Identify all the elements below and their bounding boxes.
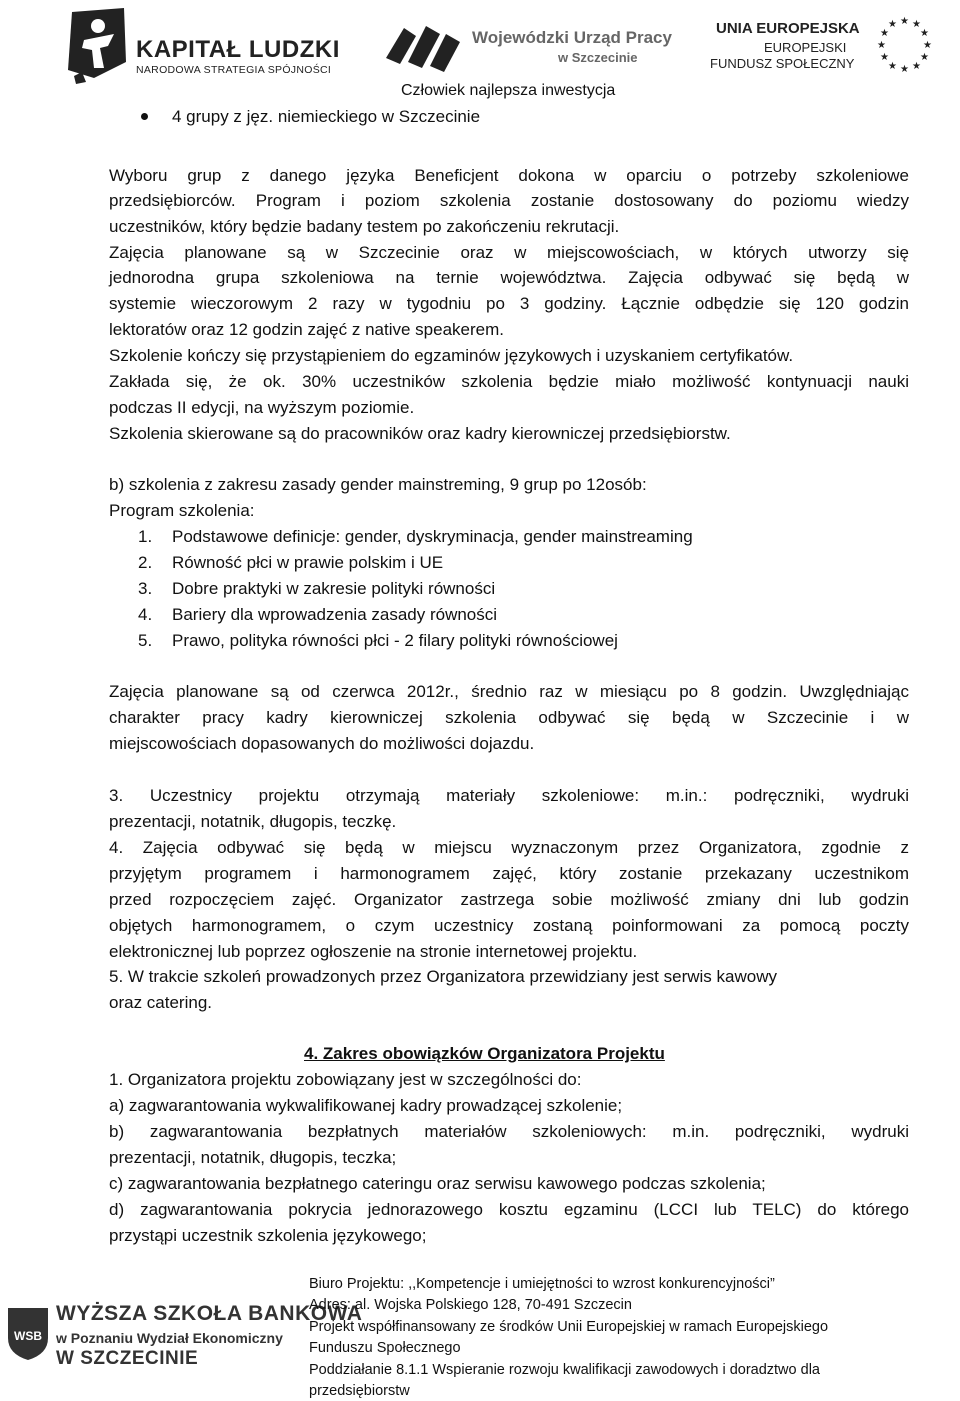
svg-text:★: ★ xyxy=(888,61,897,72)
p2-line: podczas II edycji, na wyższym poziomie. xyxy=(109,398,415,417)
p2-line: Zakłada się, że ok. 30% uczestników szkolenia będzie miało możliwość kontynuacji nauki xyxy=(109,372,909,391)
p4-line: 4. Zajęcia odbywać się będą w miejscu wyznaczonym przez Organizatora, zgodnie z xyxy=(109,838,909,857)
p2-line: Zajęcia planowane są w Szczecinie oraz w miejscowościach, w których utworzy się xyxy=(109,243,909,262)
program-item-number: 3. xyxy=(138,579,153,598)
b-heading: b) szkolenia z zakresu zasady gender mainstreming, 9 grup po 12osób: xyxy=(109,475,647,494)
p4-line: objętych harmonogramem, o czym uczestnicy zostaną poinformowani za pomocą poczty xyxy=(109,916,909,935)
p1-line: przedsiębiorców. Program i poziom szkolenia zostanie dostosowany do poziomu wiedzy xyxy=(109,191,909,210)
p1-line: Wyboru grup z danego języka Beneficjent dokona w oparciu o potrzeby szkoleniowe xyxy=(109,166,909,185)
p5-line: prezentacji, notatnik, długopis, teczka; xyxy=(109,1148,397,1167)
kapital-ludzki-title: KAPITAŁ LUDZKI xyxy=(136,36,340,63)
wsb-badge-text: WSB xyxy=(14,1329,42,1343)
wup-subtitle: w Szczecinie xyxy=(558,50,638,65)
svg-text:★: ★ xyxy=(912,19,921,30)
wsb-logo xyxy=(4,1290,363,1380)
wsb-line1: WYŻSZA SZKOŁA BANKOWA xyxy=(56,1302,363,1325)
program-label: Program szkolenia: xyxy=(109,501,255,520)
p2-line: lektoratów oraz 12 godzin zajęć z native speakerem. xyxy=(109,320,504,339)
p4-line: przed rozpoczęciem zajęć. Organizator zastrzega sobie możliwość zmiany dni lub godzin xyxy=(109,890,909,909)
footer-line: Biuro Projektu: ,,Kompetencje i umiejętności to wzrost konkurencyjności” xyxy=(309,1276,775,1292)
svg-text:★: ★ xyxy=(877,40,886,51)
ue-line3: FUNDUSZ SPOŁECZNY xyxy=(710,56,855,71)
svg-text:★: ★ xyxy=(920,52,929,63)
tagline: Człowiek najlepsza inwestycja xyxy=(401,82,616,99)
p5-line: d) zagwarantowania pokrycia jednorazowego kosztu egzaminu (LCCI lub TELC) do którego xyxy=(109,1200,909,1219)
p5-line: 1. Organizatora projektu zobowiązany jest w szczególności do: xyxy=(109,1070,582,1089)
footer-line: przedsiębiorstw xyxy=(309,1383,410,1399)
program-item-text: Równość płci w prawie polskim i UE xyxy=(172,553,444,572)
p5-line: a) zagwarantowania wykwalifikowanej kadry prowadzącej szkolenie; xyxy=(109,1096,623,1115)
p4-line: elektronicznej lub poprzez ogłoszenie na stronie internetowej projektu. xyxy=(109,942,638,961)
eu-stars-flag-icon xyxy=(870,14,938,74)
p5-line: przystąpi uczestnik szkolenia językowego; xyxy=(109,1226,427,1245)
program-item-number: 1. xyxy=(138,527,153,546)
program-item-number: 4. xyxy=(138,605,153,624)
ue-logo xyxy=(708,12,938,82)
wsb-line2: w Poznaniu Wydział Ekonomiczny xyxy=(56,1330,283,1346)
footer-line: Poddziałanie 8.1.1 Wspieranie rozwoju kwalifikacji zawodowych i doradztwo dla xyxy=(309,1362,820,1378)
wup-logo-icon xyxy=(382,18,464,74)
svg-text:★: ★ xyxy=(900,16,909,27)
p4-line: przyjętym programem i harmonogramem zajęć, który zostanie przekazany uczestnikom xyxy=(109,864,909,883)
svg-text:★: ★ xyxy=(888,19,897,30)
bullet-item: 4 grupy z jęz. niemieckiego w Szczecinie xyxy=(172,107,481,126)
section-heading: 4. Zakres obowiązków Organizatora Projektu xyxy=(304,1044,665,1063)
bullet-dot xyxy=(141,113,148,120)
p3-line: Zajęcia planowane są od czerwca 2012r., średnio raz w miesiącu po 8 godzin. Uwzględniając xyxy=(109,682,909,701)
program-item-text: Bariery dla wprowadzenia zasady równości xyxy=(172,605,498,624)
wsb-line3: W SZCZECINIE xyxy=(56,1348,199,1369)
p1-line: uczestników, który będzie badany testem po zakończeniu rekrutacji. xyxy=(109,217,620,236)
p2-line: jednorodna grupa szkoleniowa na ternie województwa. Zajęcia odbywać się będą w xyxy=(109,268,909,287)
p3-line: charakter pracy kadry kierowniczej szkolenia odbywać się będą w Szczecinie i w xyxy=(109,708,909,727)
p2-line: systemie wieczorowym 2 razy w tygodniu po 3 godziny. Łącznie odbędzie się 120 godzin xyxy=(109,294,909,313)
kapital-ludzki-subtitle: NARODOWA STRATEGIA SPÓJNOŚCI xyxy=(136,64,332,76)
program-item-number: 2. xyxy=(138,553,153,572)
p4-line: 3. Uczestnicy projektu otrzymają materiały szkoleniowe: m.in.: podręczniki, wydruki xyxy=(109,786,909,805)
kapital-ludzki-figure-icon xyxy=(64,6,130,86)
p5-line: c) zagwarantowania bezpłatnego cateringu oraz serwisu kawowego podczas szkolenia; xyxy=(109,1174,766,1193)
footer-line: Projekt współfinansowany ze środków Unii Europejskiej w ramach Europejskiego xyxy=(309,1319,829,1335)
svg-text:★: ★ xyxy=(923,40,932,51)
wup-title: Wojewódzki Urząd Pracy xyxy=(472,28,672,47)
p2-line: Szkolenia skierowane są do pracowników oraz kadry kierowniczej przedsiębiorstw. xyxy=(109,424,731,443)
p4-line: prezentacji, notatnik, długopis, teczkę. xyxy=(109,812,397,831)
p4-line: oraz catering. xyxy=(109,993,212,1012)
ue-line2: EUROPEJSKI xyxy=(764,40,847,55)
svg-text:★: ★ xyxy=(880,52,889,63)
p5-line: b) zagwarantowania bezpłatnych materiałów szkoleniowych: m.in. podręczniki, wydruki xyxy=(109,1122,909,1141)
svg-text:★: ★ xyxy=(900,64,909,74)
kapital-ludzki-logo xyxy=(64,6,340,86)
svg-text:★: ★ xyxy=(880,28,889,39)
wup-logo xyxy=(382,18,672,78)
program-item-text: Prawo, polityka równości płci - 2 filary polityki równościowej xyxy=(172,631,618,650)
p4-line: 5. W trakcie szkoleń prowadzonych przez Organizatora przewidziany jest serwis kawowy xyxy=(109,967,777,986)
footer-line: Funduszu Społecznego xyxy=(309,1340,461,1356)
svg-text:★: ★ xyxy=(912,61,921,72)
footer-line: Adres: al. Wojska Polskiego 128, 70-491 Szczecin xyxy=(309,1297,632,1313)
wsb-shield-icon xyxy=(4,1304,52,1362)
program-item-text: Podstawowe definicje: gender, dyskryminacja, gender mainstreaming xyxy=(172,527,693,546)
ue-line1: UNIA EUROPEJSKA xyxy=(716,20,860,37)
program-item-text: Dobre praktyki w zakresie polityki równości xyxy=(172,579,496,598)
p2-line: Szkolenie kończy się przystąpieniem do egzaminów językowych i uzyskaniem certyfikatów. xyxy=(109,346,794,365)
p3-line: miejscowościach dopasowanych do możliwości dojazdu. xyxy=(109,734,535,753)
program-item-number: 5. xyxy=(138,631,153,650)
svg-text:★: ★ xyxy=(920,28,929,39)
